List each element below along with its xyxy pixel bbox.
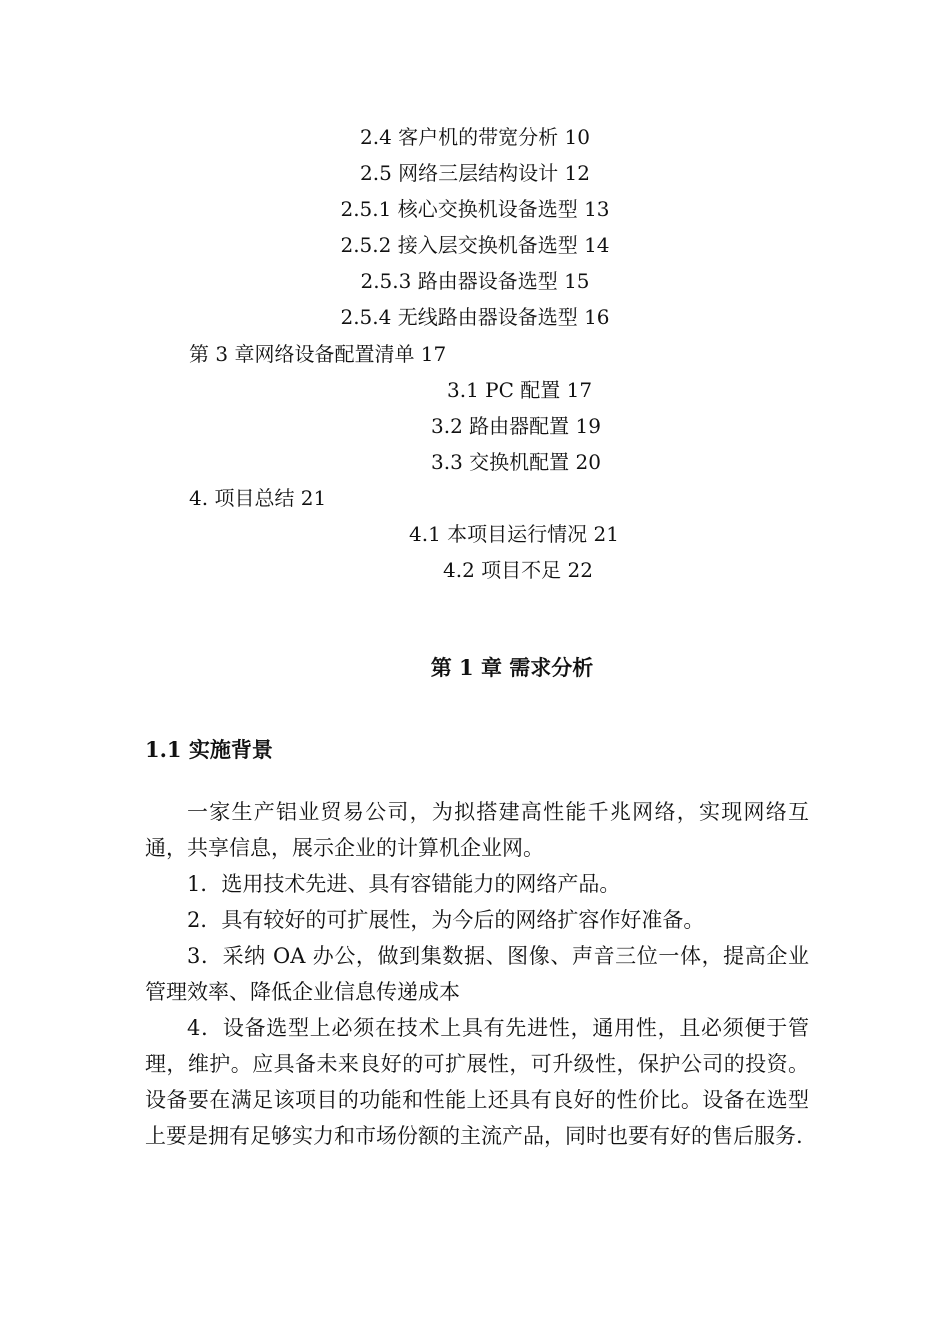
- paragraph-item-1: 1．选用技术先进、具有容错能力的网络产品。: [187, 872, 621, 896]
- toc-entry-3-1: 3.1 PC 配置 17: [447, 378, 593, 402]
- toc-entry-2-4: 2.4 客户机的带宽分析 10: [360, 125, 590, 149]
- toc-entry-2-5-3: 2.5.3 路由器设备选型 15: [360, 269, 590, 293]
- section-body: [145, 794, 809, 1154]
- toc-entry-3-2: 3.2 路由器配置 19: [431, 414, 601, 438]
- toc-entry-2-5: 2.5 网络三层结构设计 12: [360, 161, 590, 185]
- toc-entry-chapter-4: 4. 项目总结 21: [189, 486, 327, 510]
- toc-entry-4-1: 4.1 本项目运行情况 21: [409, 522, 619, 546]
- paragraph-item-3: 3．采纳 OA 办公，做到集数据、图像、声音三位一体，提高企业管理效率、降低企业信息传递成本: [145, 944, 809, 1004]
- paragraph-intro: 一家生产铝业贸易公司，为拟搭建高性能千兆网络，实现网络互通，共享信息，展示企业的计算机企业网。: [145, 800, 809, 860]
- toc-entry-2-5-4: 2.5.4 无线路由器设备选型 16: [340, 305, 610, 329]
- toc-entry-3-3: 3.3 交换机配置 20: [431, 450, 601, 474]
- chapter-title: 第 1 章 需求分析: [430, 655, 594, 680]
- section-title: 1.1 实施背景: [145, 737, 273, 762]
- toc-entry-chapter-3: 第 3 章网络设备配置清单 17: [189, 342, 447, 366]
- toc-entry-2-5-1: 2.5.1 核心交换机设备选型 13: [340, 197, 610, 221]
- paragraph-item-2: 2．具有较好的可扩展性，为今后的网络扩容作好准备。: [187, 908, 705, 932]
- paragraph-item-4: 4．设备选型上必须在技术上具有先进性，通用性，且必须便于管理，维护。应具备未来良好的可扩展性，可升级性，保护公司的投资。设备要在满足该项目的功能和性能上还具有良好的性价比。设备在选型上要是拥有足够实力和市场份额的主流产品，同时也要有好的售后服务.: [145, 1016, 809, 1148]
- toc-entry-4-2: 4.2 项目不足 22: [443, 558, 593, 582]
- toc-entry-2-5-2: 2.5.2 接入层交换机备选型 14: [340, 233, 610, 257]
